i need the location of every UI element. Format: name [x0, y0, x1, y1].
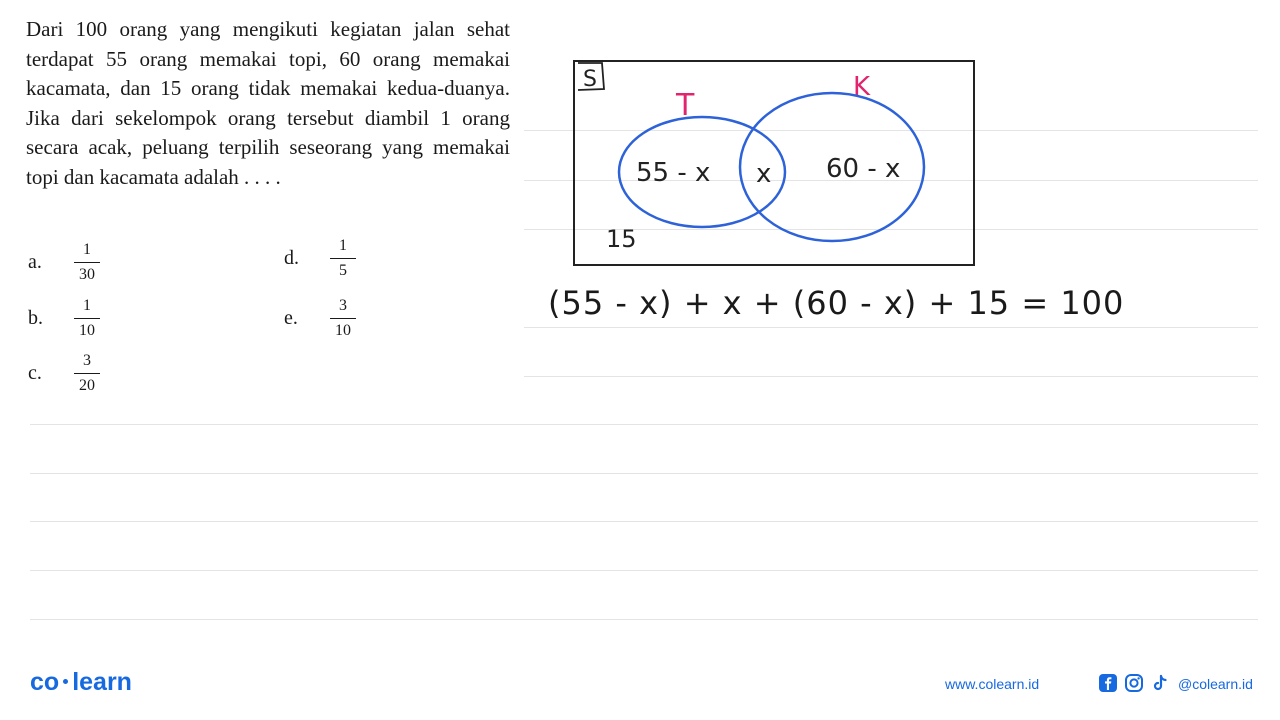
- fraction: [74, 240, 100, 285]
- set-t-label: T: [676, 88, 695, 123]
- logo-dot: [63, 679, 68, 684]
- region-k-only: 60 - x: [826, 154, 901, 184]
- ruled-line: [30, 521, 1258, 522]
- footer: [0, 660, 1280, 720]
- numerator: 1: [339, 237, 347, 254]
- fraction: [330, 236, 356, 281]
- venn-diagram: [540, 55, 1000, 275]
- outside-count: 15: [606, 225, 637, 253]
- region-both: x: [756, 159, 772, 189]
- option-letter: a.: [28, 251, 42, 273]
- colearn-logo[interactable]: [30, 668, 132, 697]
- fraction: [74, 296, 100, 341]
- equation: (55 - x) + x + (60 - x) + 15 = 100: [548, 284, 1125, 322]
- denominator: 5: [339, 262, 347, 279]
- ruled-line: [524, 327, 1258, 328]
- ruled-line: [30, 473, 1258, 474]
- option-letter: e.: [284, 307, 298, 329]
- numerator: 1: [83, 241, 91, 258]
- denominator: 10: [79, 322, 95, 339]
- logo-text-co: co: [30, 668, 60, 696]
- option-d[interactable]: [284, 236, 356, 281]
- numerator: 1: [83, 297, 91, 314]
- option-a[interactable]: [28, 240, 100, 285]
- fraction-bar: [330, 318, 356, 319]
- option-e[interactable]: [284, 296, 356, 341]
- set-k-label: K: [853, 72, 871, 102]
- fraction: [330, 296, 356, 341]
- numerator: 3: [83, 352, 91, 369]
- fraction: [74, 351, 100, 396]
- instagram-icon[interactable]: [1124, 673, 1144, 693]
- question-text: Dari 100 orang yang mengikuti kegiatan jalan sehat terdapat 55 orang memakai topi, 60 orang memakai kacamata, dan 15 orang tidak memakai kedua-duanya. Jika dari sekelompok orang tersebut diambil 1 orang secara acak, peluang terpilih seseorang yang memakai topi dan kacamata adalah . . . .: [26, 17, 510, 189]
- fraction-bar: [74, 373, 100, 374]
- option-b[interactable]: [28, 296, 100, 341]
- option-c[interactable]: [28, 351, 100, 396]
- tiktok-icon[interactable]: [1150, 673, 1170, 693]
- facebook-icon[interactable]: [1098, 673, 1118, 693]
- universe-label: S: [583, 67, 597, 92]
- ruled-line: [524, 376, 1258, 377]
- fraction-bar: [330, 258, 356, 259]
- option-letter: b.: [28, 307, 43, 329]
- ruled-line: [30, 424, 1258, 425]
- option-letter: d.: [284, 247, 299, 269]
- ruled-line: [30, 619, 1258, 620]
- logo-text-learn: learn: [72, 668, 132, 696]
- fraction-bar: [74, 262, 100, 263]
- denominator: 20: [79, 377, 95, 394]
- denominator: 10: [335, 322, 351, 339]
- website-link[interactable]: www.colearn.id: [945, 676, 1040, 692]
- ruled-line: [30, 570, 1258, 571]
- option-letter: c.: [28, 362, 42, 384]
- social-handle[interactable]: @colearn.id: [1178, 676, 1253, 692]
- fraction-bar: [74, 318, 100, 319]
- region-t-only: 55 - x: [636, 158, 711, 188]
- numerator: 3: [339, 297, 347, 314]
- denominator: 30: [79, 266, 95, 283]
